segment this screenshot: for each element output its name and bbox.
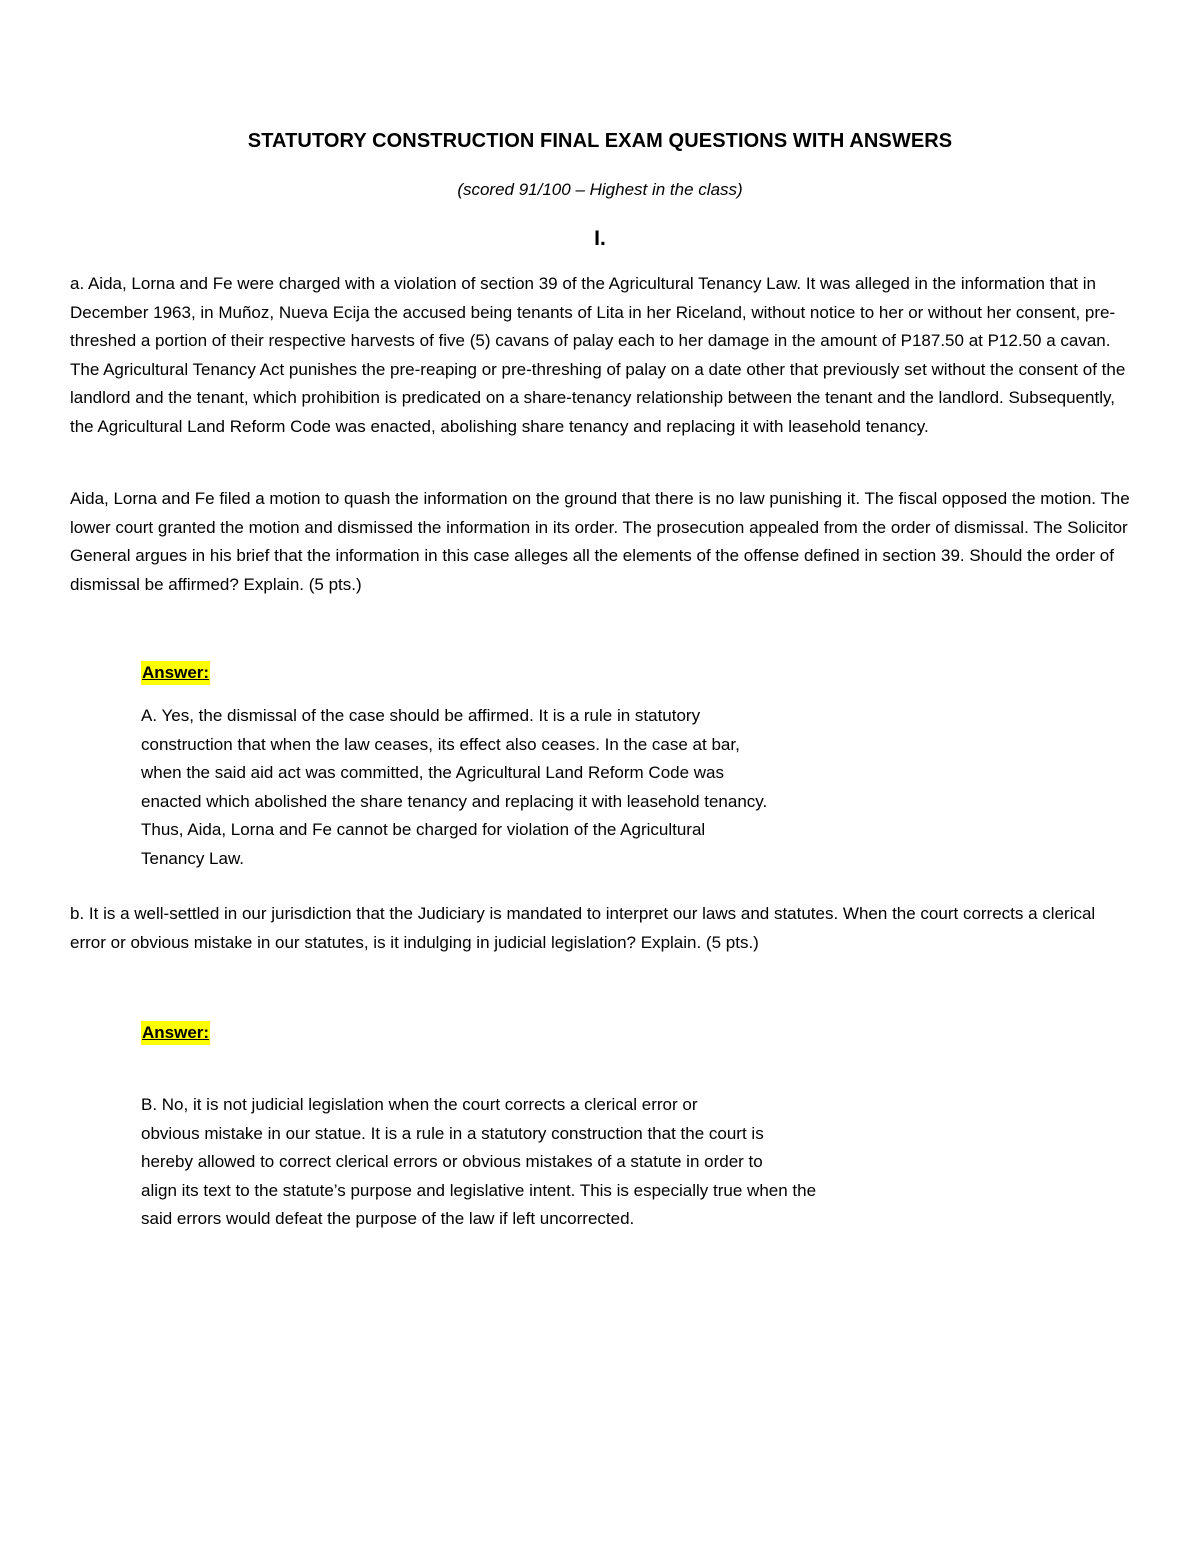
answer-b-body: [141, 1091, 941, 1234]
document-title: STATUTORY CONSTRUCTION FINAL EXAM QUESTIONS WITH ANSWERS: [247, 130, 953, 152]
answer-a-line: Thus, Aida, Lorna and Fe cannot be charged for violation of the Agricultural: [141, 820, 706, 840]
answer-b-line: obvious mistake in our statue. It is a rule in a statutory construction that the court is: [141, 1123, 764, 1143]
answer-b-line: said errors would defeat the purpose of the law if left uncorrected.: [141, 1209, 635, 1229]
answer-b-line: align its text to the statute’s purpose and legislative intent. This is especially true when the: [141, 1180, 817, 1200]
answer-a-line: enacted which abolished the share tenancy and replacing it with leasehold tenancy.: [141, 791, 768, 811]
answer-b-label: Answer:: [141, 1021, 210, 1045]
question-a-paragraph-1: a. Aida, Lorna and Fe were charged with a violation of section 39 of the Agricultural Tenancy Law. It was alleged in the information that in December 1963, in Muñoz, Nueva Ecija the accused being tenants of Lita in her Riceland, without notice to her or without her consent, pre-threshed a portion of their respective harvests of five (5) cavans of palay each to her damage in the amount of P187.50 at P12.50 a cavan. The Agricultural Tenancy Act punishes the pre-reaping or pre-threshing of palay on a date other that previously set without the consent of the landlord and the tenant, which prohibition is predicated on a share-tenancy relationship between the tenant and the landlord. Subsequently, the Agricultural Land Reform Code was enacted, abolishing share tenancy and replacing it with leasehold tenancy.: [70, 274, 1126, 436]
answer-b-line: hereby allowed to correct clerical errors or obvious mistakes of a statute in order to: [141, 1152, 763, 1172]
answer-a-line: construction that when the law ceases, its effect also ceases. In the case at bar,: [141, 734, 740, 754]
answer-b-line: B. No, it is not judicial legislation when the court corrects a clerical error or: [141, 1095, 698, 1114]
document-subtitle: (scored 91/100 – Highest in the class): [457, 180, 743, 199]
answer-a-label: Answer:: [141, 661, 210, 685]
question-b-paragraph: b. It is a well-settled in our jurisdiction that the Judiciary is mandated to interpret our laws and statutes. When the court corrects a clerical error or obvious mistake in our statutes, is it indulging in judicial legislation? Explain. (5 pts.): [70, 904, 1096, 952]
answer-a-line: when the said aid act was committed, the Agricultural Land Reform Code was: [141, 763, 725, 783]
answer-a-line: A. Yes, the dismissal of the case should be affirmed. It is a rule in statutory: [141, 706, 701, 725]
section-number: I.: [594, 227, 606, 250]
answer-a-line: Tenancy Law.: [141, 848, 245, 868]
question-a-paragraph-2: Aida, Lorna and Fe filed a motion to quash the information on the ground that there is no law punishing it. The fiscal opposed the motion. The lower court granted the motion and dismissed the information in its order. The prosecution appealed from the order of dismissal. The Solicitor General argues in his brief that the information in this case alleges all the elements of the offense defined in section 39. Should the order of dismissal be affirmed? Explain. (5 pts.): [70, 489, 1130, 594]
answer-a-body: [141, 702, 941, 874]
